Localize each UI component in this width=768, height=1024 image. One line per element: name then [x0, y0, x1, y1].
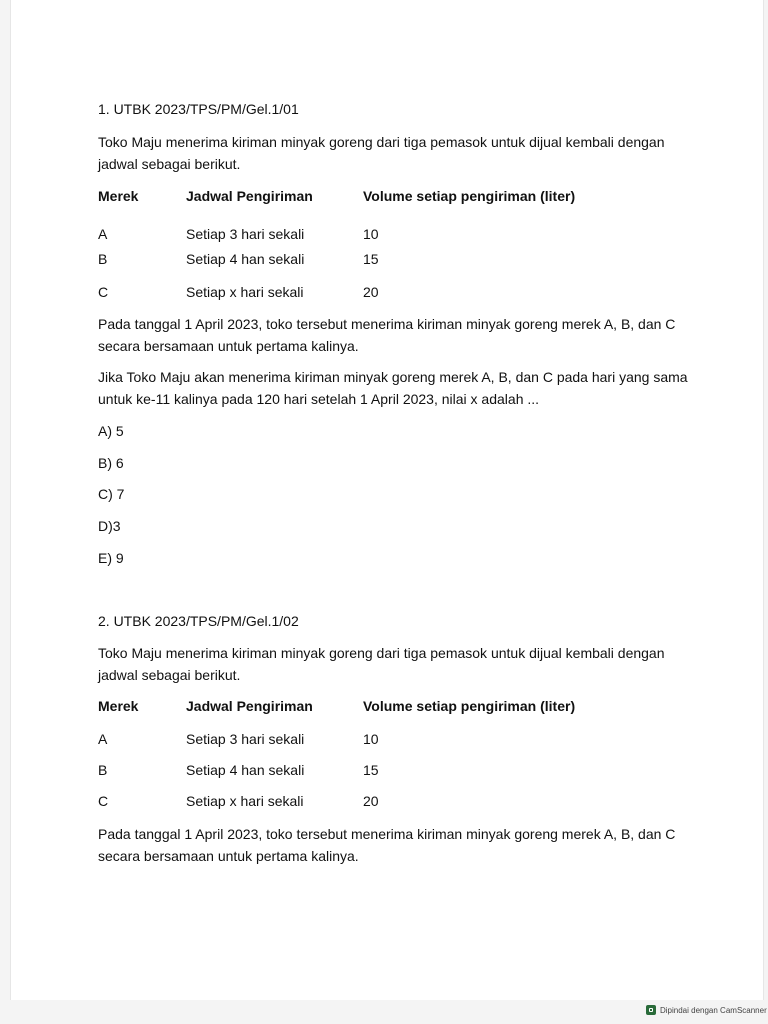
q1-table-header-jadwal: Jadwal Pengiriman — [186, 188, 313, 204]
q1-option-a[interactable]: A) 5 — [98, 423, 124, 439]
camscanner-text: Dipindai dengan CamScanner — [660, 1005, 767, 1015]
q1-row-c-volume: 20 — [363, 284, 379, 300]
q2-table-header-jadwal: Jadwal Pengiriman — [186, 698, 313, 714]
question-1-header: 1. UTBK 2023/TPS/PM/Gel.1/01 — [98, 101, 299, 117]
q2-row-c-jadwal: Setiap x hari sekali — [186, 793, 304, 809]
q1-row-c-merek: C — [98, 284, 109, 300]
q2-row-a-merek: A — [98, 731, 108, 747]
question-2-context: Pada tanggal 1 April 2023, toko tersebut menerima kiriman minyak goreng merek A, B, dan C secara bersamaan untuk pertama kalinya. — [98, 826, 676, 864]
q1-table-header-volume: Volume setiap pengiriman (liter) — [363, 188, 576, 204]
q1-table-header-merek: Merek — [98, 188, 139, 204]
q1-option-d[interactable]: D)3 — [98, 518, 121, 534]
q1-row-c-jadwal: Setiap x hari sekali — [186, 284, 304, 300]
q1-row-b-jadwal: Setiap 4 han sekali — [186, 251, 305, 267]
q2-row-c-volume: 20 — [363, 793, 379, 809]
q2-row-a-volume: 10 — [363, 731, 379, 747]
q2-row-b-merek: B — [98, 762, 108, 778]
q1-option-c[interactable]: C) 7 — [98, 486, 125, 502]
question-2-intro: Toko Maju menerima kiriman minyak goreng dari tiga pemasok untuk dijual kembali dengan jadwal sebagai berikut. — [98, 645, 665, 683]
q1-row-a-merek: A — [98, 226, 108, 242]
q2-row-b-volume: 15 — [363, 762, 379, 778]
q2-row-a-jadwal: Setiap 3 hari sekali — [186, 731, 305, 747]
q2-table-header-merek: Merek — [98, 698, 139, 714]
q2-row-b-jadwal: Setiap 4 han sekali — [186, 762, 305, 778]
question-1-text: Jika Toko Maju akan menerima kiriman minyak goreng merek A, B, dan C pada hari yang sama untuk ke-11 kalinya pada 120 hari setelah 1 April 2023, nilai x adalah ... — [98, 369, 688, 407]
question-1-context: Pada tanggal 1 April 2023, toko tersebut menerima kiriman minyak goreng merek A, B, dan C secara bersamaan untuk pertama kalinya. — [98, 316, 676, 354]
question-1-intro: Toko Maju menerima kiriman minyak goreng dari tiga pemasok untuk dijual kembali dengan jadwal sebagai berikut. — [98, 134, 665, 172]
q1-row-a-volume: 10 — [363, 226, 379, 242]
camscanner-watermark — [646, 1003, 767, 1017]
q1-row-a-jadwal: Setiap 3 hari sekali — [186, 226, 305, 242]
q1-option-e[interactable]: E) 9 — [98, 550, 124, 566]
q1-row-b-volume: 15 — [363, 251, 379, 267]
q2-table-header-volume: Volume setiap pengiriman (liter) — [363, 698, 576, 714]
q2-row-c-merek: C — [98, 793, 109, 809]
question-2-header: 2. UTBK 2023/TPS/PM/Gel.1/02 — [98, 613, 299, 629]
q1-option-b[interactable]: B) 6 — [98, 455, 124, 471]
q1-row-b-merek: B — [98, 251, 108, 267]
camscanner-icon — [646, 1005, 656, 1015]
